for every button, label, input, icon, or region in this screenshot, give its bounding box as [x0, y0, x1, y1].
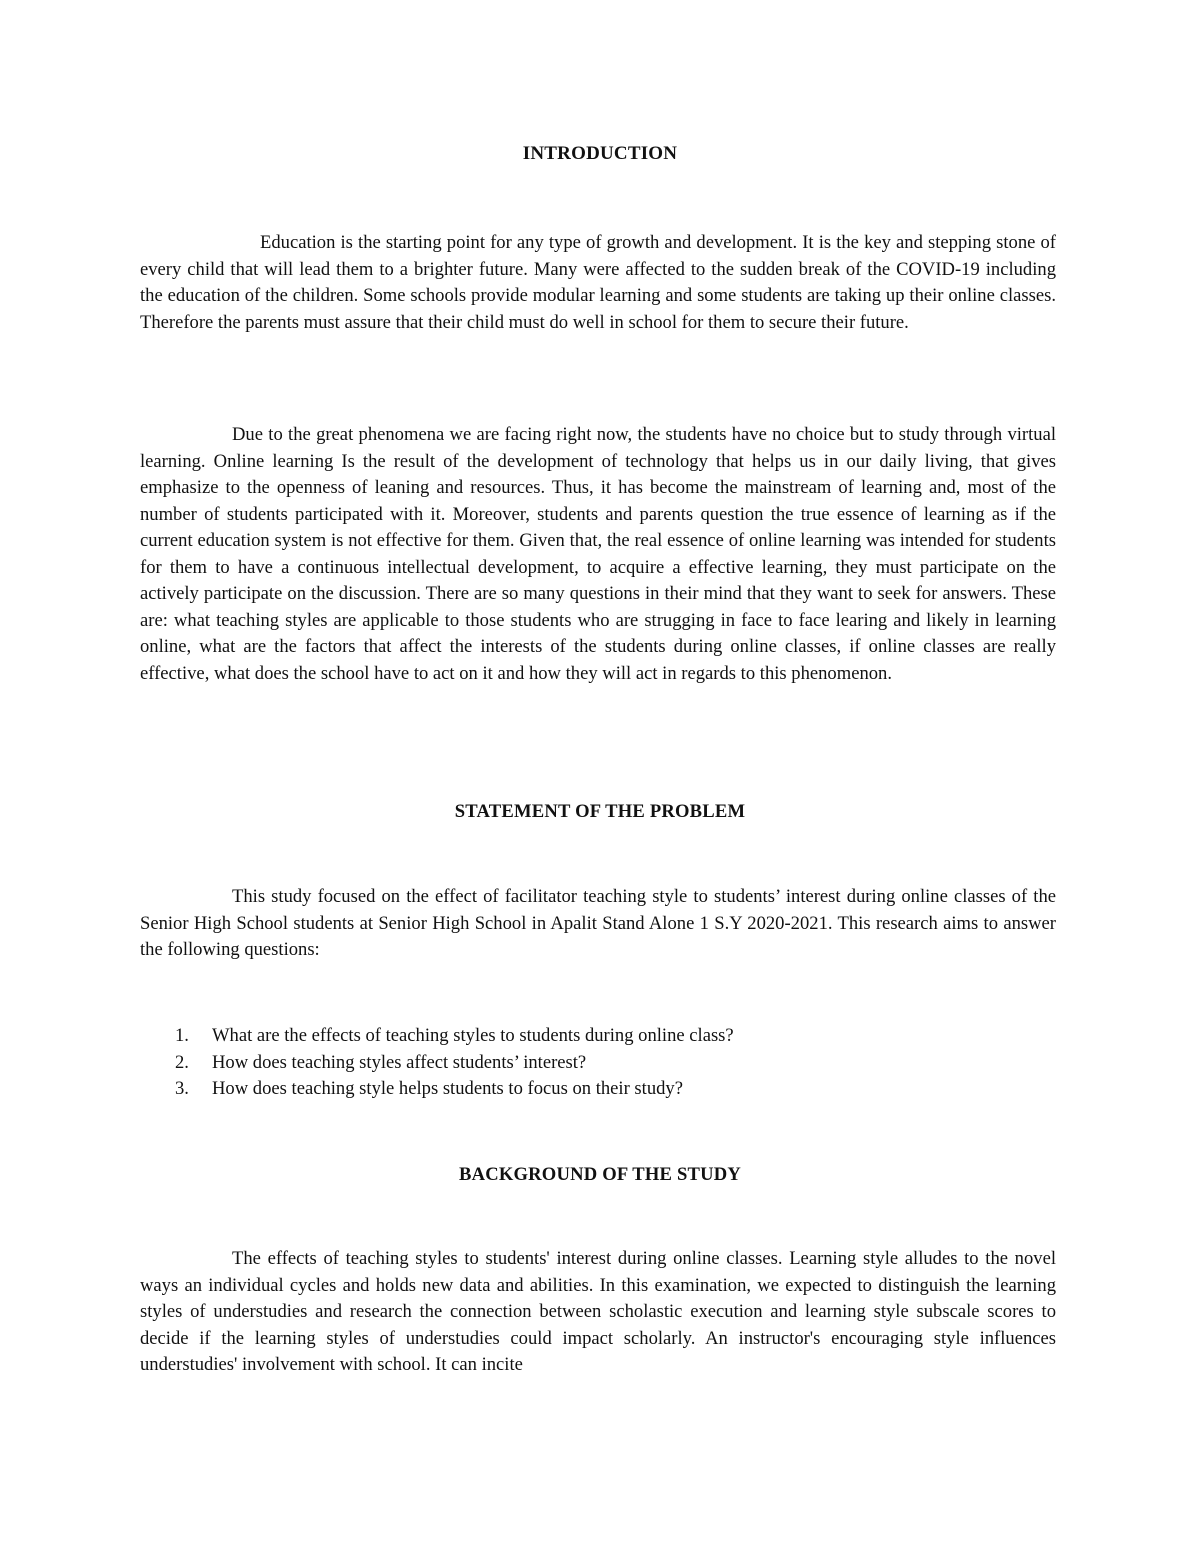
list-item-number: 2.	[175, 1051, 189, 1073]
list-item-text: How does teaching style helps students to focus on their study?	[212, 1078, 683, 1099]
list-item-number: 1.	[175, 1025, 189, 1046]
list-item-number: 3.	[175, 1078, 189, 1099]
background-paragraph: The effects of teaching styles to students' interest during online classes. Learning style alludes to the novel ways an individual cycles and holds new data and abilities. In this examination, we expected to distinguish the learning styles of understudies and research the connection between scholastic execution and learning style subscale scores to decide if the learning styles of understudies could impact scholarly. An instructor's encouraging style influences understudies' involvement with school. It can incite	[140, 1248, 1056, 1375]
introduction-heading: INTRODUCTION	[522, 143, 678, 164]
statement-of-problem-paragraph: This study focused on the effect of facilitator teaching style to students’ interest during online classes of the Senior High School students at Senior High School in Apalit Stand Alone 1 S.Y 2020-2021. This research aims to answer the following questions:	[140, 886, 1056, 960]
list-item	[140, 1050, 1056, 1077]
statement-of-problem-heading: STATEMENT OF THE PROBLEM	[454, 801, 746, 822]
list-item	[140, 1023, 1056, 1050]
background-heading: BACKGROUND OF THE STUDY	[459, 1164, 741, 1185]
research-questions-list	[140, 1023, 1056, 1103]
list-item	[140, 1076, 1056, 1103]
introduction-paragraph-1: Education is the starting point for any type of growth and development. It is the key and stepping stone of every child that will lead them to a brighter future. Many were affected to the sudden break of the COVID-19 including the education of the children. Some schools provide modular learning and some students are taking up their online classes. Therefore the parents must assure that their child must do well in school for them to secure their future.	[140, 232, 1056, 333]
list-item-text: What are the effects of teaching styles to students during online class?	[212, 1025, 734, 1046]
list-item-text: How does teaching styles affect students’ interest?	[212, 1051, 587, 1073]
introduction-paragraph-2: Due to the great phenomena we are facing right now, the students have no choice but to study through virtual learning. Online learning Is the result of the development of technology that helps us in our daily living, that gives emphasize to the openness of leaning and resources. Thus, it has become the mainstream of learning and, most of the number of students participated with it. Moreover, students and parents question the true essence of learning as if the current education system is not effective for them. Given that, the real essence of online learning was intended for students for them to have a continuous intellectual development, to acquire a effective learning, they must participate on the actively participate on the discussion. There are so many questions in their mind that they want to seek for answers. These are: what teaching styles are applicable to those students who are strugging in face to face learing and likely in learning online, what are the factors that affect the interests of the students during online classes, if online classes are really effective, what does the school have to act on it and how they will act in regards to this phenomenon.	[140, 424, 1056, 684]
